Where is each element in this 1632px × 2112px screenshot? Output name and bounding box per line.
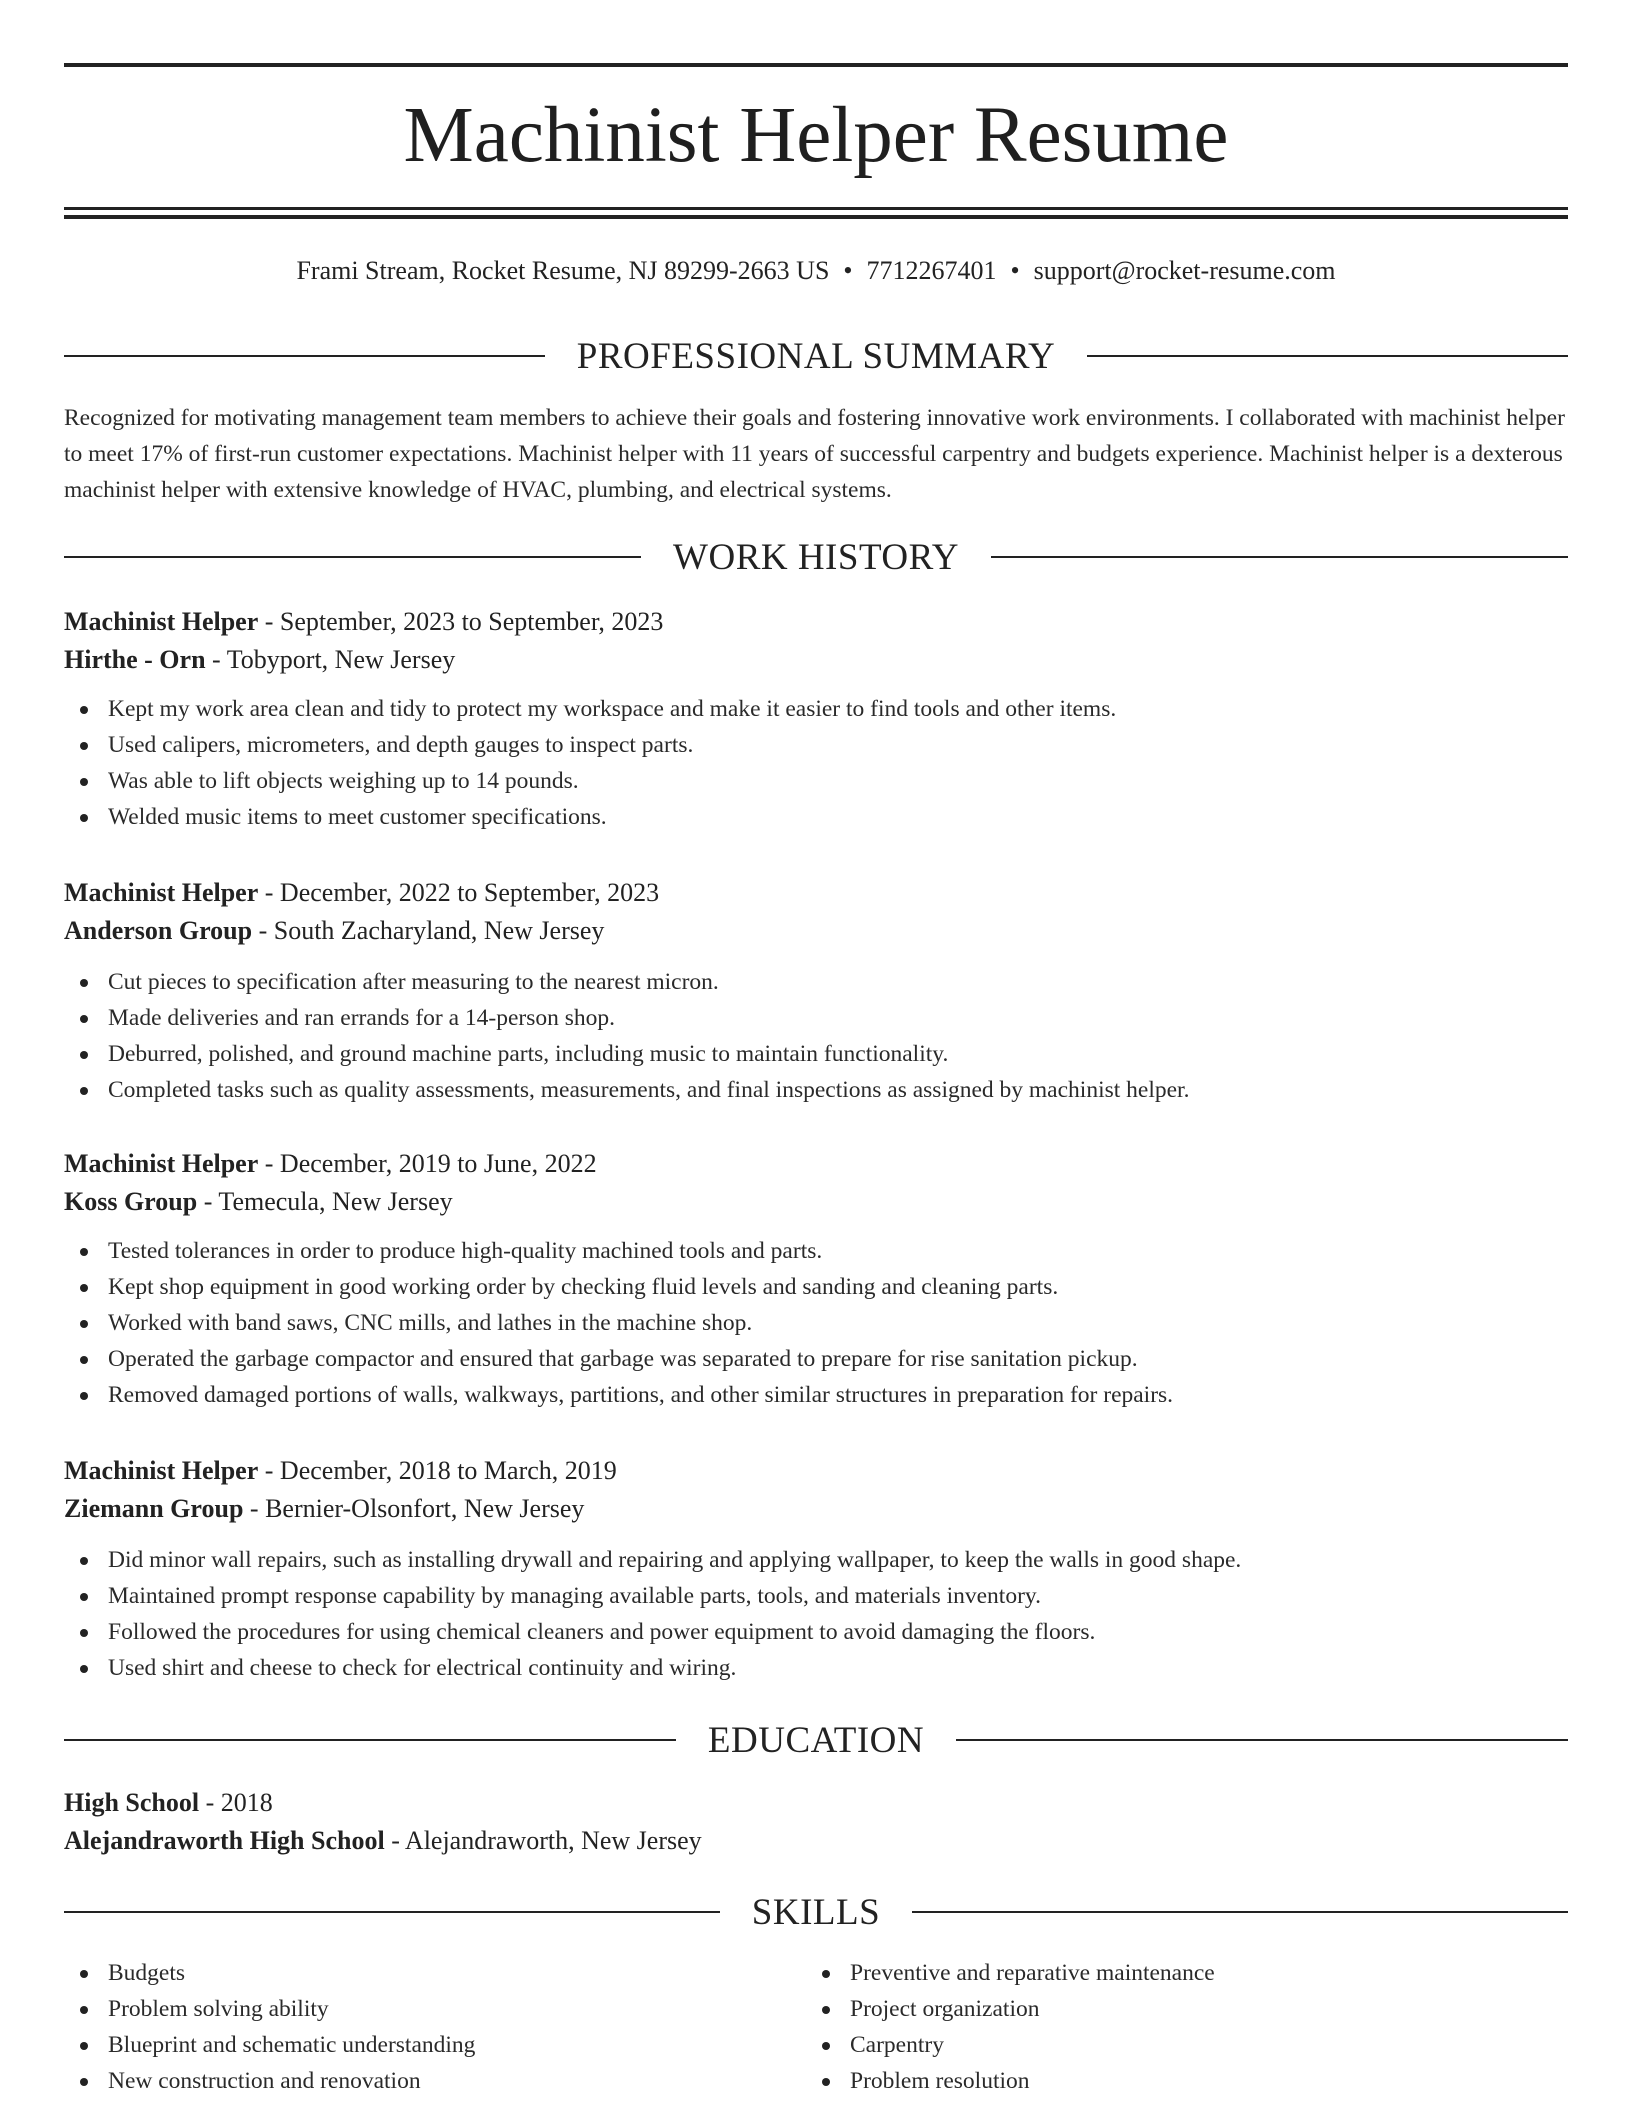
job-title: Machinist Helper xyxy=(64,1149,259,1178)
skill-item: Problem resolution xyxy=(806,2063,1506,2099)
job-location: - Bernier-Olsonfort, New Jersey xyxy=(243,1494,585,1523)
heading-rule xyxy=(64,355,545,357)
section-heading-work-history xyxy=(64,535,1568,579)
job-entry xyxy=(64,1145,1568,1413)
job-company: Koss Group xyxy=(64,1187,198,1216)
job-bullet: Tested tolerances in order to produce high-quality machined tools and parts. xyxy=(64,1233,1568,1269)
job-title-line xyxy=(64,874,1568,912)
job-title: Machinist Helper xyxy=(64,607,259,636)
contact-separator: • xyxy=(1010,256,1020,285)
job-bullet: Made deliveries and ran errands for a 14-person shop. xyxy=(64,1000,1568,1036)
job-dates: - September, 2023 to September, 2023 xyxy=(258,607,664,636)
job-bullet: Cut pieces to specification after measuring to the nearest micron. xyxy=(64,964,1568,1000)
job-entry xyxy=(64,874,1568,1108)
contact-address: Frami Stream, Rocket Resume, NJ 89299-2663 US xyxy=(296,256,830,285)
job-title: Machinist Helper xyxy=(64,878,259,907)
job-title-line xyxy=(64,603,1568,641)
job-company-line xyxy=(64,641,1568,679)
job-bullet: Followed the procedures for using chemical cleaners and power equipment to avoid damaging the floors. xyxy=(64,1614,1568,1650)
skill-item: Blueprint and schematic understanding xyxy=(64,2027,764,2063)
heading-rule xyxy=(912,1911,1568,1913)
job-location: - South Zacharyland, New Jersey xyxy=(252,916,605,945)
job-bullet: Was able to lift objects weighing up to 14 pounds. xyxy=(64,763,1568,799)
top-rule xyxy=(64,63,1568,67)
title-rule-upper xyxy=(64,207,1568,210)
skill-item: New construction and renovation xyxy=(64,2063,764,2099)
heading-rule xyxy=(956,1739,1568,1741)
section-title: EDUCATION xyxy=(707,1719,925,1761)
job-company: Anderson Group xyxy=(64,916,253,945)
skills-list xyxy=(64,1955,764,2099)
education-school: Alejandraworth High School xyxy=(64,1826,385,1855)
job-entry xyxy=(64,1452,1568,1686)
title-rule-lower xyxy=(64,215,1568,219)
job-bullet: Used shirt and cheese to check for electrical continuity and wiring. xyxy=(64,1650,1568,1686)
section-heading-education xyxy=(64,1718,1568,1762)
skill-item: Project organization xyxy=(806,1991,1506,2027)
section-title: WORK HISTORY xyxy=(673,536,959,578)
section-heading-summary xyxy=(64,334,1568,378)
skill-item: Preventive and reparative maintenance xyxy=(806,1955,1506,1991)
education-year: - 2018 xyxy=(199,1788,273,1817)
job-entry xyxy=(64,603,1568,835)
job-bullet: Completed tasks such as quality assessments, measurements, and final inspections as assigned by machinist helper. xyxy=(64,1072,1568,1108)
heading-rule xyxy=(64,556,641,558)
contact-email: support@rocket-resume.com xyxy=(1033,256,1336,285)
education-entry xyxy=(64,1784,1568,1860)
job-company: Hirthe - Orn xyxy=(64,645,206,674)
job-bullet: Kept shop equipment in good working order by checking fluid levels and sanding and cleaning parts. xyxy=(64,1269,1568,1305)
job-bullet: Maintained prompt response capability by managing available parts, tools, and materials inventory. xyxy=(64,1578,1568,1614)
job-location: - Tobyport, New Jersey xyxy=(205,645,456,674)
contact-phone: 7712267401 xyxy=(866,256,997,285)
education-degree-line xyxy=(64,1784,1568,1822)
job-title-line xyxy=(64,1452,1568,1490)
job-bullet: Removed damaged portions of walls, walkways, partitions, and other similar structures in preparation for repairs. xyxy=(64,1377,1568,1413)
job-bullet: Kept my work area clean and tidy to protect my workspace and make it easier to find tools and other items. xyxy=(64,691,1568,727)
job-company: Ziemann Group xyxy=(64,1494,244,1523)
job-bullet: Welded music items to meet customer specifications. xyxy=(64,799,1568,835)
skill-item: Carpentry xyxy=(806,2027,1506,2063)
job-title: Machinist Helper xyxy=(64,1456,259,1485)
contact-line xyxy=(64,252,1568,290)
job-company-line xyxy=(64,912,1568,950)
job-bullets xyxy=(64,1542,1568,1686)
job-title-line xyxy=(64,1145,1568,1183)
heading-rule xyxy=(1087,355,1568,357)
job-bullet: Operated the garbage compactor and ensured that garbage was separated to prepare for rise sanitation pickup. xyxy=(64,1341,1568,1377)
skills-column-left xyxy=(64,1955,764,2099)
heading-rule xyxy=(64,1739,676,1741)
job-dates: - December, 2018 to March, 2019 xyxy=(258,1456,617,1485)
skill-item: Problem solving ability xyxy=(64,1991,764,2027)
heading-rule xyxy=(64,1911,720,1913)
job-bullets xyxy=(64,964,1568,1108)
skills-list xyxy=(806,1955,1506,2099)
job-company-line xyxy=(64,1490,1568,1528)
resume-title: Machinist Helper Resume xyxy=(403,92,1229,179)
job-bullets xyxy=(64,1233,1568,1413)
section-title: PROFESSIONAL SUMMARY xyxy=(576,335,1056,377)
job-bullet: Used calipers, micrometers, and depth gauges to inspect parts. xyxy=(64,727,1568,763)
section-title: SKILLS xyxy=(751,1891,881,1933)
education-degree: High School xyxy=(64,1788,200,1817)
job-bullet: Deburred, polished, and ground machine parts, including music to maintain functionality. xyxy=(64,1036,1568,1072)
education-school-line xyxy=(64,1822,1568,1860)
heading-rule xyxy=(991,556,1568,558)
job-bullet: Did minor wall repairs, such as installing drywall and repairing and applying wallpaper, to keep the walls in good shape. xyxy=(64,1542,1568,1578)
skill-item: Budgets xyxy=(64,1955,764,1991)
summary-text: Recognized for motivating management team members to achieve their goals and fostering innovative work environments. I collaborated with machinist helper to meet 17% of first-run customer expectations. Machinist helper with 11 years of successful carpentry and budgets experience. Machinist helper is a dexterous machinist helper with extensive knowledge of HVAC, plumbing, and electrical systems. xyxy=(64,405,1565,503)
contact-separator: • xyxy=(843,256,853,285)
job-dates: - December, 2022 to September, 2023 xyxy=(258,878,660,907)
job-bullet: Worked with band saws, CNC mills, and lathes in the machine shop. xyxy=(64,1305,1568,1341)
job-dates: - December, 2019 to June, 2022 xyxy=(258,1149,597,1178)
skills-column-right xyxy=(806,1955,1506,2099)
job-location: - Temecula, New Jersey xyxy=(197,1187,453,1216)
job-company-line xyxy=(64,1183,1568,1221)
education-location: - Alejandraworth, New Jersey xyxy=(384,1826,702,1855)
job-bullets xyxy=(64,691,1568,835)
section-heading-skills xyxy=(64,1890,1568,1934)
